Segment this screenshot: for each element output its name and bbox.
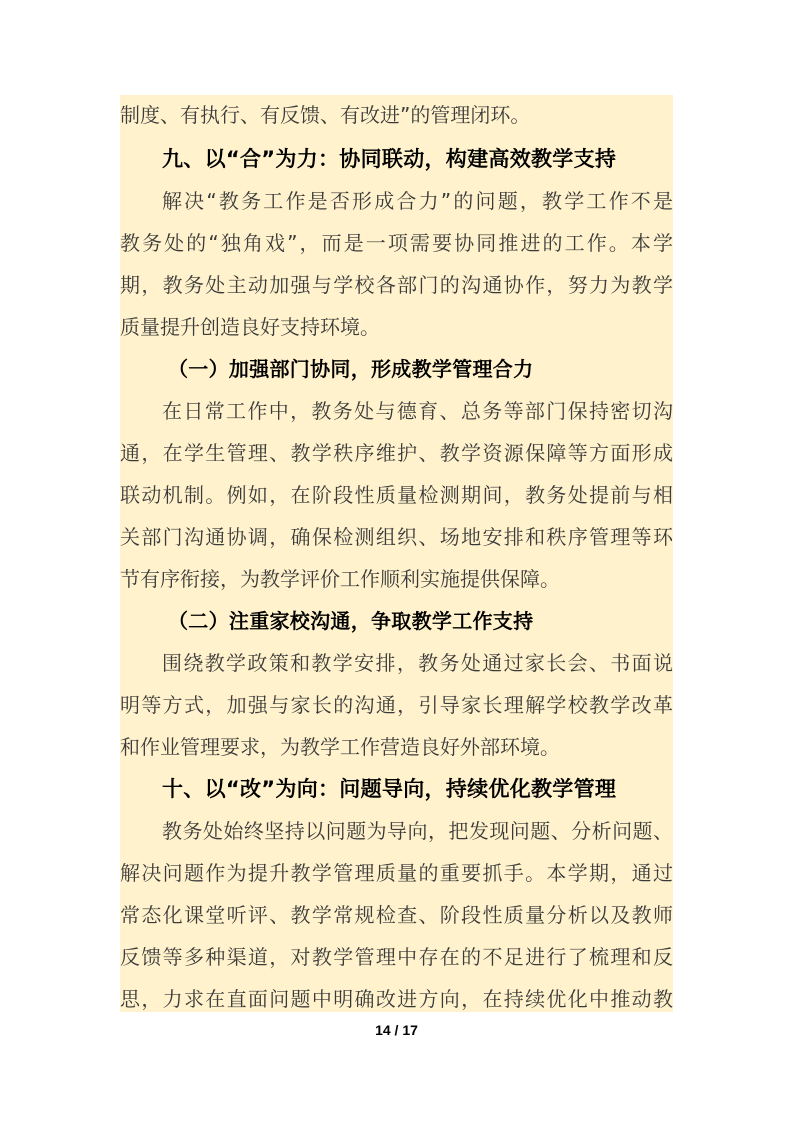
- paragraph-line: 联动机制。例如，在阶段性质量检测期间，教务处提前与相: [120, 483, 673, 507]
- paragraph-line: 关部门沟通协调，确保检测组织、场地安排和秩序管理等环: [120, 525, 673, 549]
- page-number: 14 / 17: [375, 1022, 418, 1038]
- paragraph-line: 在日常工作中，教务处与德育、总务等部门保持密切沟: [162, 399, 673, 423]
- subsection-heading-1: （一）加强部门协同，形成教学管理合力: [168, 357, 534, 381]
- section-heading-10: 十、以“改”为向：问题导向，持续优化教学管理: [162, 777, 617, 801]
- paragraph-line-last: 质量提升创造良好支持环境。: [120, 315, 380, 339]
- paragraph-line: 常态化课堂听评、教学常规检查、阶段性质量分析以及教师: [120, 903, 673, 927]
- paragraph-line-last: 节有序衔接，为教学评价工作顺利实施提供保障。: [120, 567, 560, 591]
- paragraph-line: 期，教务处主动加强与学校各部门的沟通协作，努力为教学: [120, 273, 673, 297]
- paragraph-line: 解决问题作为提升教学管理质量的重要抓手。本学期，通过: [120, 861, 673, 885]
- subsection-heading-2: （二）注重家校沟通，争取教学工作支持: [168, 609, 534, 633]
- paragraph-line-last: 和作业管理要求，为教学工作营造良好外部环境。: [120, 735, 560, 759]
- paragraph-line: 明等方式，加强与家长的沟通，引导家长理解学校教学改革: [120, 693, 673, 717]
- section-heading-9: 九、以“合”为力：协同联动，构建高效教学支持: [162, 147, 617, 171]
- paragraph-line: 围绕教学政策和教学安排，教务处通过家长会、书面说: [162, 651, 673, 675]
- paragraph-line: 教务处的“独角戏”，而是一项需要协同推进的工作。本学: [120, 231, 673, 255]
- highlighted-text-block: [120, 95, 673, 1012]
- paragraph-line-tail: 制度、有执行、有反馈、有改进”的管理闭环。: [120, 103, 531, 127]
- paragraph-line: 思，力求在直面问题中明确改进方向，在持续优化中推动教: [120, 987, 673, 1011]
- paragraph-line: 解决“教务工作是否形成合力”的问题，教学工作不是: [162, 189, 673, 213]
- paragraph-line: 教务处始终坚持以问题为导向，把发现问题、分析问题、: [162, 819, 673, 843]
- paragraph-line: 反馈等多种渠道，对教学管理中存在的不足进行了梳理和反: [120, 945, 673, 969]
- paragraph-line: 通，在学生管理、教学秩序维护、教学资源保障等方面形成: [120, 441, 673, 465]
